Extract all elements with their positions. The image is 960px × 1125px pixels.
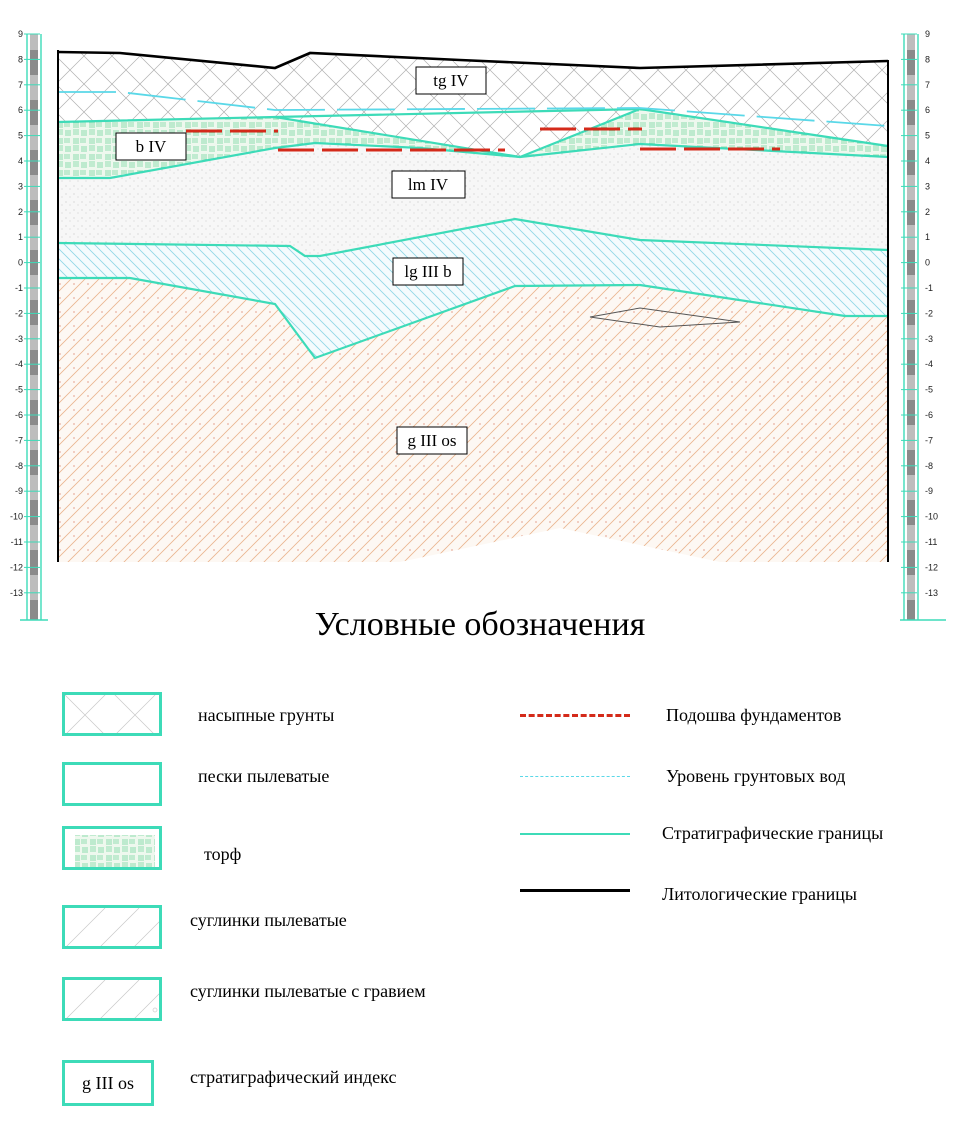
left-scale-label: -5 xyxy=(14,384,23,395)
right-scale-label: 2 xyxy=(925,206,931,217)
right-scale-label: -11 xyxy=(925,537,938,547)
legend-swatch-peat xyxy=(62,826,162,870)
right-scale-label: 0 xyxy=(925,257,931,268)
legend-label-strat-index: стратиграфический индекс xyxy=(190,1067,397,1087)
right-scale-label: -3 xyxy=(925,333,934,344)
legend-label-foundation-base: Подошва фундаментов xyxy=(666,705,842,725)
legend-swatch-silty-loam-gravel xyxy=(62,977,162,1021)
right-scale-label: 7 xyxy=(925,79,931,90)
legend-label-stratigraphic: Стратиграфические границы xyxy=(662,823,884,843)
right-scale-label: 8 xyxy=(925,54,931,65)
right-scale-label: 9 xyxy=(925,29,931,39)
left-scale-label: 1 xyxy=(17,232,23,243)
left-scale-label: 9 xyxy=(17,29,23,39)
right-scale-label: 3 xyxy=(925,181,931,192)
right-scale-label: 4 xyxy=(925,156,931,166)
svg-text:g III os: g III os xyxy=(407,431,457,450)
left-scale-label: 2 xyxy=(17,206,23,217)
left-scale-label: 4 xyxy=(17,156,23,166)
right-scale-label: -7 xyxy=(925,435,934,446)
legend-label-fill-soil: насыпные грунты xyxy=(198,705,335,725)
left-scale-label: -6 xyxy=(14,410,23,420)
left-scale-label: -2 xyxy=(14,308,23,319)
legend-label-silty-sand: пески пылеватые xyxy=(198,766,330,786)
legend-line-stratigraphic xyxy=(520,833,630,835)
left-elevation-scale xyxy=(10,29,48,620)
legend-title: Условные обозначения xyxy=(314,606,646,643)
legend-label-silty-loam-gravel: суглинки пылеватые с гравием xyxy=(190,981,426,1001)
index-label-g xyxy=(397,427,467,454)
left-scale-label: -13 xyxy=(9,587,23,598)
left-scale-label: -11 xyxy=(10,537,23,547)
legend-swatch-strat-index xyxy=(62,1060,154,1106)
right-scale-label: -1 xyxy=(925,283,934,293)
right-scale-label: -8 xyxy=(925,460,934,471)
index-label-lm xyxy=(392,171,465,198)
right-scale-label: -2 xyxy=(925,308,934,319)
right-scale-label: -10 xyxy=(925,511,939,522)
left-scale-label: -7 xyxy=(14,435,23,446)
legend-label-lithologic: Литологические границы xyxy=(662,884,857,904)
left-scale-label: 0 xyxy=(17,257,23,268)
index-label-tg xyxy=(416,67,486,94)
legend-line-groundwater xyxy=(520,776,630,777)
legend-label-groundwater: Уровень грунтовых вод xyxy=(666,766,846,786)
right-scale-label: -6 xyxy=(925,410,934,420)
right-scale-label: -9 xyxy=(925,486,934,497)
left-scale-label: 3 xyxy=(17,181,23,192)
left-scale-label: -8 xyxy=(14,460,23,471)
left-scale-label: 6 xyxy=(17,105,23,116)
right-scale-label: -12 xyxy=(925,562,939,573)
legend-strat-index-sample: g III os xyxy=(82,1072,134,1093)
left-scale-label: -3 xyxy=(14,333,23,344)
left-scale-label: 5 xyxy=(17,130,23,141)
left-scale-label: -10 xyxy=(9,511,23,522)
legend-swatch-silty-loam xyxy=(62,905,162,949)
legend-line-foundation-base xyxy=(520,714,630,717)
right-scale-label: -4 xyxy=(925,359,934,370)
legend-swatch-fill-soil xyxy=(62,692,162,736)
left-scale-label: -12 xyxy=(9,562,23,573)
left-scale-label: -9 xyxy=(14,486,23,497)
right-scale-label: -13 xyxy=(925,587,939,598)
svg-text:b IV: b IV xyxy=(135,137,167,156)
legend-label-silty-loam: суглинки пылеватые xyxy=(190,910,347,930)
right-scale-label: 1 xyxy=(925,232,931,243)
svg-text:lg III b: lg III b xyxy=(404,262,452,281)
left-scale-label: 7 xyxy=(17,79,23,90)
left-scale-label: -4 xyxy=(14,359,23,370)
svg-text:tg IV: tg IV xyxy=(433,71,469,90)
index-label-lg xyxy=(393,258,463,285)
legend-swatch-silty-sand xyxy=(62,762,162,806)
legend-label-peat: торф xyxy=(204,844,242,864)
right-elevation-scale xyxy=(900,29,946,620)
left-scale-label: -1 xyxy=(14,283,23,293)
right-scale-label: -5 xyxy=(925,384,934,395)
right-scale-label: 6 xyxy=(925,105,931,116)
index-label-b xyxy=(116,133,186,160)
svg-text:lm IV: lm IV xyxy=(407,175,449,194)
right-scale-label: 5 xyxy=(925,130,931,141)
legend-line-lithologic xyxy=(520,889,630,892)
layer-gravel-loam xyxy=(58,278,888,562)
left-scale-label: 8 xyxy=(17,54,23,65)
